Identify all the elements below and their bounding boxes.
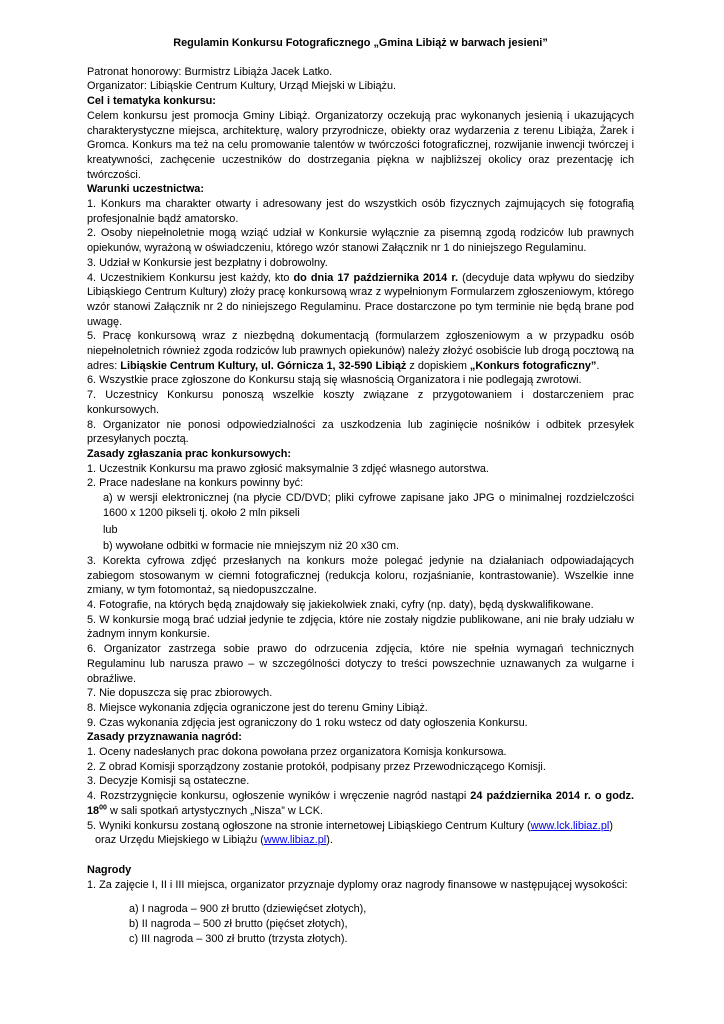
- submission-item-2b: b) wywołane odbitki w formacie nie mniejszym niż 20 x30 cm.: [103, 540, 399, 553]
- awards-item-2: 2. Z obrad Komisji sporządzony zostanie protokół, podpisany przez Przewodniczącego Komisji.: [87, 760, 546, 773]
- conditions-item-3: 3. Udział w Konkursie jest bezpłatny i dobrowolny.: [87, 256, 328, 269]
- prizes-item-1: 1. Za zajęcie I, II i III miejsca, organizator przyznaje dyplomy oraz nagrody finansowe w następującej wysokości:: [87, 878, 628, 891]
- text-span: z dopiskiem: [406, 359, 470, 372]
- text-span: w sali spotkań artystycznych „Nisza” w LCK.: [106, 804, 323, 817]
- conditions-item-4: [87, 271, 634, 330]
- submission-item-1: 1. Uczestnik Konkursu ma prawo zgłosić maksymalnie 3 zdjęć własnego autorstwa.: [87, 462, 489, 475]
- time-superscript: 00: [99, 804, 107, 812]
- organizer-line: Organizator: Libiąskie Centrum Kultury, Urząd Miejski w Libiążu.: [87, 80, 397, 93]
- submission-item-8: 8. Miejsce wykonania zdjęcia ograniczone jest do terenu Gminy Libiąż.: [87, 701, 428, 714]
- awards-item-1: 1. Oceny nadesłanych prac dokona powołana przez organizatora Komisja konkursowa.: [87, 746, 507, 759]
- text-span: 5. Pracę konkursową wraz z niezbędną dokumentacją (formularzem zgłoszeniowym a w przypadku osób niepełnoletnich również zgoda rodziców lub prawnych opiekunów) należy złożyć osobiście lub drogą pocztową na adres:: [87, 330, 634, 372]
- submission-item-5: 5. W konkursie mogą brać udział jedynie te zdjęcia, które nie zostały nigdzie publikowane, ani nie brały udziału w żadnym innym konkursie.: [87, 613, 634, 641]
- awards-item-3: 3. Decyzje Komisji są ostateczne.: [87, 775, 250, 788]
- goal-paragraph: Celem konkursu jest promocja Gminy Libiąż. Organizatorzy oczekują prac wykonanych jesienią i ukazujących charakterystyczne miejsca, architekturę, walory przyrodnicze, obiekty oraz wydarzenia z terenu Libiąża, Żarek i Gromca. Konkurs ma też na celu promowanie talentów w twórczości fotograficznej, rozwijanie inwencji twórczej i kreatywności, zachęcenie uczestników do dostrzegania piękna w najbliższej okolicy oraz prezentację ich twórczości.: [87, 109, 634, 181]
- submission-item-6: 6. Organizator zastrzega sobie prawo do odrzucenia zdjęcia, które nie spełnia wymagań technicznych Regulaminu lub narusza prawo – w szczególności dotyczy to treści powszechnie uznawanych za wulgarne i obraźliwe.: [87, 643, 634, 685]
- section-heading-submission: Zasady zgłaszania prac konkursowych:: [87, 447, 291, 460]
- conditions-item-6: 6. Wszystkie prace zgłoszone do Konkursu stają się własnością Organizatora i nie podlegają zwrotowi.: [87, 374, 582, 387]
- submission-item-9: 9. Czas wykonania zdjęcia jest ograniczony do 1 roku wstecz od daty ogłoszenia Konkursu.: [87, 716, 528, 729]
- conditions-item-2: 2. Osoby niepełnoletnie mogą wziąć udział w Konkursie wyłącznie za pisemną zgodą rodziców lub prawnych opiekunów, wyrażoną w oświadczeniu, którego wzór stanowi Załącznik nr 1 do niniejszego Regulaminu.: [87, 227, 634, 255]
- text-span: (decyduje data wpływu do siedziby Libiąskiego Centrum Kultury) złoży pracę konkursową wraz z wypełnionym Formularzem zgłoszeniowym, którego wzór stanowi Załącznik nr 2 do niniejszego Regulaminu. Prace dostarczone po tym terminie nie będą brane pod uwagę.: [87, 271, 634, 328]
- prize-list: [129, 902, 634, 946]
- deadline-date: do dnia 17 października 2014 r.: [293, 271, 458, 284]
- submission-item-7: 7. Nie dopuszcza się prac zbiorowych.: [87, 687, 273, 700]
- submission-or: lub: [103, 523, 118, 536]
- section-heading-awards: Zasady przyznawania nagród:: [87, 731, 242, 744]
- submission-item-2: 2. Prace nadesłane na konkurs powinny być:: [87, 477, 304, 490]
- conditions-item-5: [87, 329, 634, 373]
- awards-item-5: [87, 819, 634, 848]
- text-span: ).: [326, 834, 333, 847]
- text-span: 24 października 2014 r. o godz. 18: [87, 790, 634, 817]
- spacer: [87, 848, 634, 863]
- submission-item-2a: a) w wersji elektronicznej (na płycie CD/DVD; pliki cyfrowe zapisane jako JPG o minimalnej rozdzielczości 1600 x 1200 pikseli tj. około 2 mln pikseli: [103, 492, 634, 519]
- text-span: oraz Urzędu Miejskiego w Libiążu (: [95, 834, 264, 847]
- section-heading-conditions: Warunki uczestnictwa:: [87, 183, 204, 196]
- conditions-item-7: 7. Uczestnicy Konkursu ponoszą wszelkie koszty związane z przygotowaniem i dostarczeniem prac konkursowych.: [87, 389, 634, 416]
- submission-item-3: 3. Korekta cyfrowa zdjęć przesłanych na konkurs może polegać jedynie na działaniach odpowiadających zabiegom stosowanym w ciemni fotograficznej (redukcja koloru, rozjaśnianie, kontrastowanie). Wszelkie inne zmiany, w tym fotomontaż, są niedopuszczalne.: [87, 554, 634, 597]
- conditions-item-1: 1. Konkurs ma charakter otwarty i adresowany jest do wszystkich osób fizycznych zajmujących się fotografią profesjonalnie bądź amatorsko.: [87, 198, 634, 225]
- patron-line: Patronat honorowy: Burmistrz Libiąża Jacek Latko.: [87, 65, 333, 78]
- text-span: 5. Wyniki konkursu zostaną ogłoszone na stronie internetowej Libiąskiego Centrum Kultury (: [87, 819, 531, 832]
- text-span: 4. Uczestnikiem Konkursu jest każdy, kto: [87, 271, 294, 284]
- envelope-label: „Konkurs fotograficzny”: [469, 359, 597, 372]
- postal-address: Libiąskie Centrum Kultury, ul. Górnicza 1, 32-590 Libiąż: [120, 359, 407, 372]
- document-title: Regulamin Konkursu Fotograficznego „Gmina Libiąż w barwach jesieni”: [173, 37, 548, 49]
- awards-item-4: [87, 789, 634, 818]
- section-heading-prizes: Nagrody: [87, 863, 132, 876]
- prize-first: a) I nagroda – 900 zł brutto (dziewięćset złotych),: [129, 903, 367, 916]
- lck-website-link[interactable]: www.lck.libiaz.pl: [530, 819, 610, 832]
- libiaz-website-link[interactable]: www.libiaz.pl: [263, 834, 327, 847]
- submission-item-4: 4. Fotografie, na których będą znajdowały się jakiekolwiek znaki, cyfry (np. daty), będą dyskwalifikowane.: [87, 599, 594, 612]
- prize-second: b) II nagroda – 500 zł brutto (pięćset złotych),: [129, 918, 348, 931]
- conditions-item-8: 8. Organizator nie ponosi odpowiedzialności za uszkodzenia lub zaginięcie nośników i odbitek przesyłek przesyłanych pocztą.: [87, 418, 634, 446]
- prize-third: c) III nagroda – 300 zł brutto (trzysta złotych).: [129, 932, 348, 945]
- section-heading-goal: Cel i tematyka konkursu:: [87, 95, 216, 108]
- text-span: .: [596, 359, 600, 372]
- text-span: ): [609, 819, 613, 832]
- text-span: 4. Rozstrzygnięcie konkursu, ogłoszenie wyników i wręczenie nagród nastąpi: [87, 790, 471, 803]
